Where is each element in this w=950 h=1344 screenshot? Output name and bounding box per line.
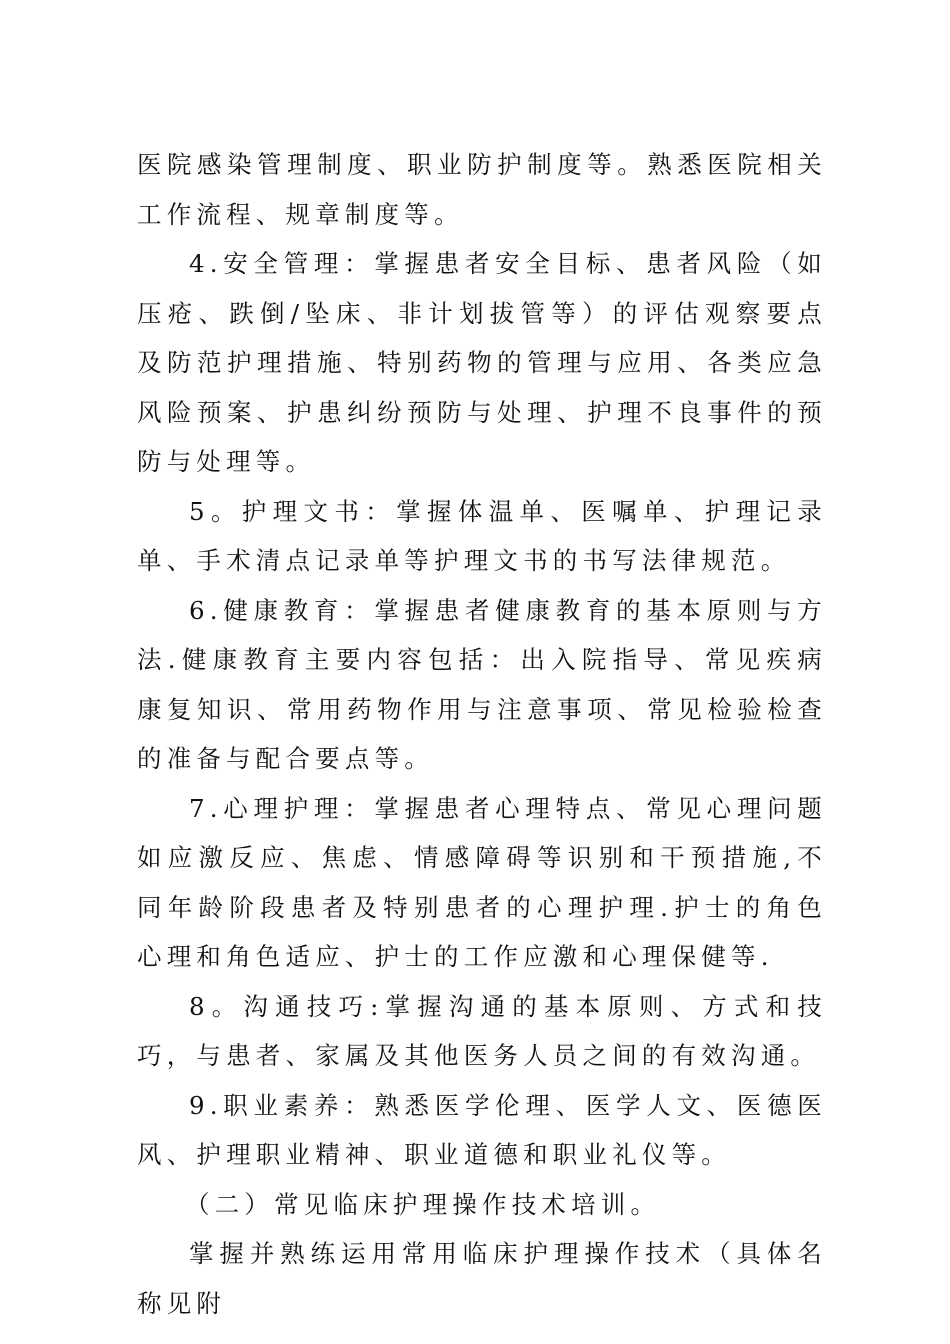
paragraph-clinical-skills-intro: 掌握并熟练运用常用临床护理操作技术（具体名称见附 — [137, 1239, 827, 1318]
document-body — [137, 140, 827, 1328]
paragraph-nursing-documents: 5。护理文书：掌握体温单、医嘱单、护理记录单、手术清点记录单等护理文书的书写法律规范。 — [137, 496, 827, 575]
paragraph-communication-skills: 8。沟通技巧:掌握沟通的基本原则、方式和技巧，与患者、家属及其他医务人员之间的有效沟通。 — [137, 991, 827, 1070]
paragraph-professional-quality: 9.职业素养：熟悉医学伦理、医学人文、医德医风、护理职业精神、职业道德和职业礼仪等。 — [137, 1090, 827, 1169]
paragraph-safety-management: 4.安全管理：掌握患者安全目标、患者风险（如压疮、跌倒/坠床、非计划拔管等）的评估观察要点及防范护理措施、特别药物的管理与应用、各类应急风险预案、护患纠纷预防与处理、护理不良事件的预防与处理等。 — [137, 249, 827, 476]
paragraph-psychological-nursing: 7.心理护理：掌握患者心理特点、常见心理问题如应激反应、焦虑、情感障碍等识别和干预措施,不同年龄阶段患者及特别患者的心理护理.护士的角色心理和角色适应、护士的工作应激和心理保健等. — [137, 793, 827, 971]
paragraph-continuation: 医院感染管理制度、职业防护制度等。熟悉医院相关工作流程、规章制度等。 — [137, 150, 827, 229]
section-heading-clinical-skills: （二）常见临床护理操作技术培训。 — [185, 1189, 661, 1219]
paragraph-health-education: 6.健康教育：掌握患者健康教育的基本原则与方法.健康教育主要内容包括：出入院指导、常见疾病康复知识、常用药物作用与注意事项、常见检验检查的准备与配合要点等。 — [137, 595, 827, 773]
